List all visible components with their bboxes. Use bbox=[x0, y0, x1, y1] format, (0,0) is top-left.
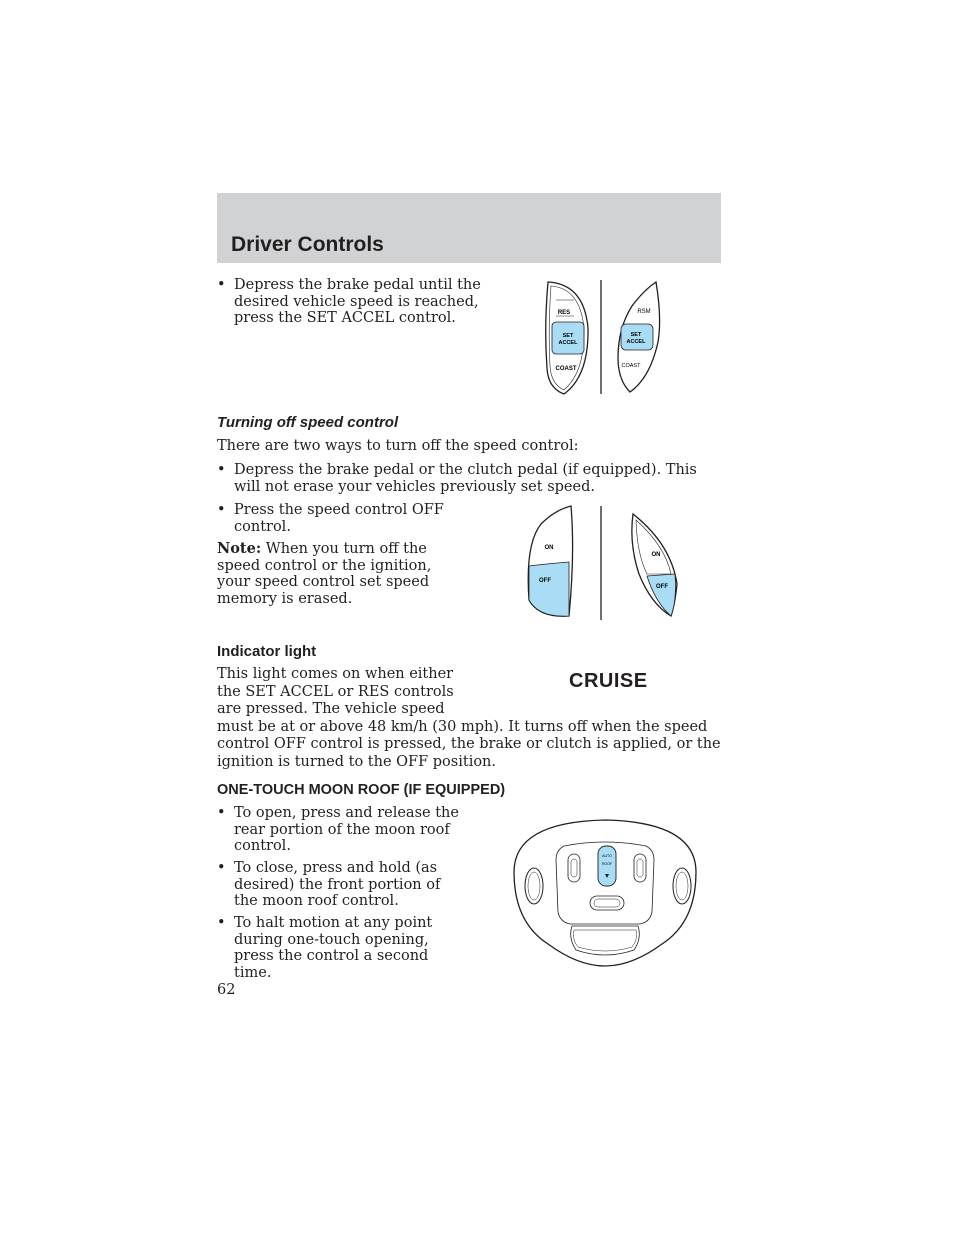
coast-label: COAST bbox=[555, 366, 577, 372]
speed-control-off-figure bbox=[525, 504, 685, 622]
indicator-text: This light comes on when either the SET ACCEL or RES controls are pressed. The vehicle speed must be at or above 48 km/h (30 mph). It turns off when the speed control OFF control is pressed, the brake or clutch is applied, or the ignition is turned to the OFF position. bbox=[217, 666, 721, 770]
accel-label: ACCEL bbox=[558, 340, 578, 346]
note-label: Note: bbox=[217, 540, 262, 557]
set-label: SET bbox=[562, 333, 574, 339]
indicator-paragraph bbox=[217, 666, 721, 771]
bullet-symbol: • bbox=[217, 915, 226, 931]
bullet-symbol: • bbox=[217, 462, 226, 478]
bullet-text: To halt motion at any point during one-touch opening, press the control a second time. bbox=[234, 915, 433, 981]
accel-label-right: ACCEL bbox=[626, 339, 646, 345]
float-spacer bbox=[471, 666, 721, 718]
bullet-text: Depress the brake pedal or the clutch pedal (if equipped). This will not erase your vehicles previously set speed. bbox=[234, 462, 697, 495]
auto-label: AUTO bbox=[602, 854, 612, 858]
off-label-right: OFF bbox=[656, 584, 668, 590]
coast-label-right: COAST bbox=[621, 363, 641, 369]
set-label-right: SET bbox=[630, 332, 642, 338]
roof-label: ROOF bbox=[601, 862, 613, 866]
bullet-text: Depress the brake pedal until the desired vehicle speed is reached, press the SET ACCEL control. bbox=[234, 277, 481, 326]
bullet-symbol: • bbox=[217, 805, 226, 821]
speed-control-set-accel-figure bbox=[540, 278, 670, 398]
turning-off-intro: There are two ways to turn off the speed control: bbox=[217, 438, 579, 454]
section-heading-turning-off: Turning off speed control bbox=[217, 414, 399, 431]
note-paragraph bbox=[217, 541, 467, 607]
bullet-symbol: • bbox=[217, 277, 226, 293]
page-number: 62 bbox=[217, 982, 236, 998]
off-label: OFF bbox=[539, 578, 551, 584]
bullet-text: To open, press and release the rear portion of the moon roof control. bbox=[234, 805, 459, 854]
header-band bbox=[217, 193, 721, 263]
section-heading-indicator: Indicator light bbox=[217, 643, 317, 660]
res-label: RES bbox=[557, 310, 571, 316]
bullet-symbol: • bbox=[217, 860, 226, 876]
bullet-text: Press the speed control OFF control. bbox=[234, 502, 444, 535]
note-text: When you turn off the speed control or the ignition, your speed control set speed memory is erased. bbox=[217, 541, 432, 607]
bullet-symbol: • bbox=[217, 502, 226, 518]
on-label-right: ON bbox=[651, 552, 661, 558]
cruise-indicator-label: CRUISE bbox=[569, 670, 648, 692]
section-heading-moon-roof: ONE-TOUCH MOON ROOF (IF EQUIPPED) bbox=[217, 782, 506, 798]
moon-roof-console-figure bbox=[512, 812, 698, 974]
bullet-text: To close, press and hold (as desired) the front portion of the moon roof control. bbox=[234, 860, 441, 909]
rsm-label: RSM bbox=[637, 309, 651, 315]
on-label: ON bbox=[544, 545, 554, 551]
page-title: Driver Controls bbox=[231, 233, 384, 256]
